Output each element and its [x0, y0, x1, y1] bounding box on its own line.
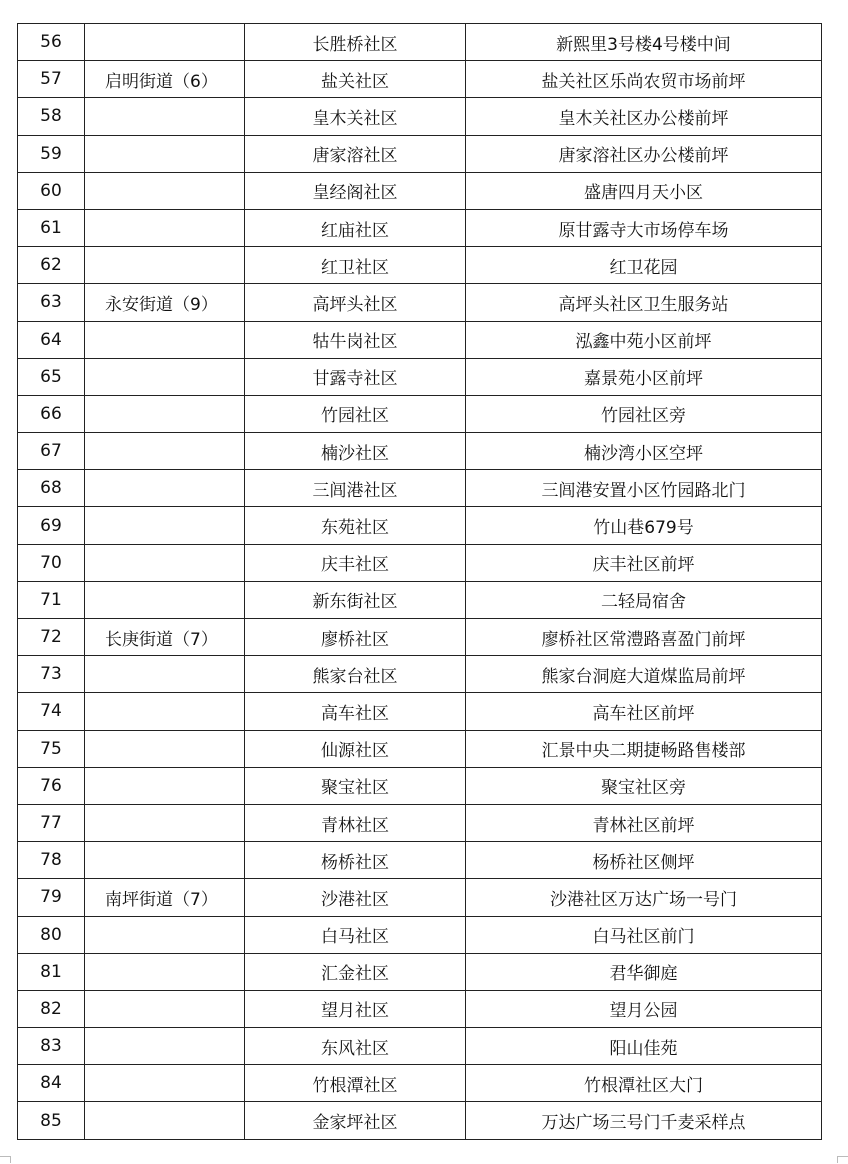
sampling-site-cell: 高坪头社区卫生服务站 — [466, 284, 822, 321]
street-cell — [85, 916, 245, 953]
sampling-site-cell: 杨桥社区侧坪 — [466, 842, 822, 879]
row-number-cell: 83 — [18, 1028, 85, 1065]
table-row — [18, 693, 822, 730]
sampling-site-cell: 盐关社区乐尚农贸市场前坪 — [466, 61, 822, 98]
street-cell — [85, 804, 245, 841]
street-cell — [85, 247, 245, 284]
sampling-site-cell: 盛唐四月天小区 — [466, 172, 822, 209]
table-row — [18, 544, 822, 581]
street-cell — [85, 1102, 245, 1139]
table-row — [18, 916, 822, 953]
community-cell: 廖桥社区 — [245, 619, 466, 656]
street-cell — [85, 1028, 245, 1065]
community-cell: 皇经阁社区 — [245, 172, 466, 209]
sampling-site-cell: 汇景中央二期捷畅路售楼部 — [466, 730, 822, 767]
community-cell: 高坪头社区 — [245, 284, 466, 321]
sampling-site-cell: 阳山佳苑 — [466, 1028, 822, 1065]
row-number-cell: 77 — [18, 804, 85, 841]
row-number-cell: 81 — [18, 953, 85, 990]
sampling-site-cell: 原甘露寺大市场停车场 — [466, 209, 822, 246]
street-cell — [85, 172, 245, 209]
row-number-cell: 72 — [18, 619, 85, 656]
row-number-cell: 56 — [18, 24, 85, 61]
row-number-cell: 80 — [18, 916, 85, 953]
table-row — [18, 321, 822, 358]
table-row — [18, 507, 822, 544]
table-row — [18, 953, 822, 990]
sampling-site-cell: 万达广场三号门千麦采样点 — [466, 1102, 822, 1139]
street-cell: 永安街道（9） — [85, 284, 245, 321]
table-row — [18, 209, 822, 246]
street-cell — [85, 321, 245, 358]
row-number-cell: 85 — [18, 1102, 85, 1139]
table-row — [18, 358, 822, 395]
table-row — [18, 24, 822, 61]
table-row — [18, 433, 822, 470]
sampling-site-cell: 二轻局宿舍 — [466, 581, 822, 618]
row-number-cell: 76 — [18, 767, 85, 804]
row-number-cell: 70 — [18, 544, 85, 581]
community-cell: 金家坪社区 — [245, 1102, 466, 1139]
community-cell: 聚宝社区 — [245, 767, 466, 804]
street-cell — [85, 693, 245, 730]
row-number-cell: 58 — [18, 98, 85, 135]
community-cell: 甘露寺社区 — [245, 358, 466, 395]
sampling-site-cell: 皇木关社区办公楼前坪 — [466, 98, 822, 135]
community-cell: 望月社区 — [245, 990, 466, 1027]
sampling-site-cell: 高车社区前坪 — [466, 693, 822, 730]
row-number-cell: 61 — [18, 209, 85, 246]
sampling-site-cell: 君华御庭 — [466, 953, 822, 990]
community-cell: 东苑社区 — [245, 507, 466, 544]
table-row — [18, 61, 822, 98]
street-cell: 南坪街道（7） — [85, 879, 245, 916]
community-cell: 仙源社区 — [245, 730, 466, 767]
street-cell — [85, 507, 245, 544]
table-row — [18, 98, 822, 135]
sampling-site-cell: 嘉景苑小区前坪 — [466, 358, 822, 395]
community-cell: 长胜桥社区 — [245, 24, 466, 61]
sampling-site-cell: 熊家台洞庭大道煤监局前坪 — [466, 656, 822, 693]
sampling-site-cell: 白马社区前门 — [466, 916, 822, 953]
table-body — [18, 24, 822, 1140]
street-cell — [85, 581, 245, 618]
community-cell: 庆丰社区 — [245, 544, 466, 581]
sampling-site-cell: 竹山巷679号 — [466, 507, 822, 544]
row-number-cell: 71 — [18, 581, 85, 618]
table-row — [18, 804, 822, 841]
street-cell — [85, 767, 245, 804]
row-number-cell: 75 — [18, 730, 85, 767]
street-cell — [85, 135, 245, 172]
row-number-cell: 82 — [18, 990, 85, 1027]
sampling-site-table — [17, 23, 822, 1140]
table-row — [18, 172, 822, 209]
community-cell: 沙港社区 — [245, 879, 466, 916]
sampling-site-cell: 庆丰社区前坪 — [466, 544, 822, 581]
community-cell: 牯牛岗社区 — [245, 321, 466, 358]
street-cell — [85, 990, 245, 1027]
row-number-cell: 69 — [18, 507, 85, 544]
sampling-site-cell: 楠沙湾小区空坪 — [466, 433, 822, 470]
table-row — [18, 619, 822, 656]
table-row — [18, 1028, 822, 1065]
table-row — [18, 470, 822, 507]
row-number-cell: 79 — [18, 879, 85, 916]
row-number-cell: 73 — [18, 656, 85, 693]
sampling-site-cell: 廖桥社区常澧路喜盈门前坪 — [466, 619, 822, 656]
row-number-cell: 78 — [18, 842, 85, 879]
row-number-cell: 63 — [18, 284, 85, 321]
sampling-site-cell: 红卫花园 — [466, 247, 822, 284]
table-row — [18, 1102, 822, 1139]
row-number-cell: 74 — [18, 693, 85, 730]
sampling-site-cell: 竹园社区旁 — [466, 395, 822, 432]
row-number-cell: 62 — [18, 247, 85, 284]
table-row — [18, 730, 822, 767]
sampling-site-cell: 望月公园 — [466, 990, 822, 1027]
street-cell — [85, 98, 245, 135]
row-number-cell: 84 — [18, 1065, 85, 1102]
community-cell: 皇木关社区 — [245, 98, 466, 135]
community-cell: 熊家台社区 — [245, 656, 466, 693]
row-number-cell: 57 — [18, 61, 85, 98]
community-cell: 白马社区 — [245, 916, 466, 953]
street-cell — [85, 544, 245, 581]
street-cell — [85, 1065, 245, 1102]
table-row — [18, 879, 822, 916]
community-cell: 楠沙社区 — [245, 433, 466, 470]
table-row — [18, 1065, 822, 1102]
street-cell — [85, 470, 245, 507]
community-cell: 唐家溶社区 — [245, 135, 466, 172]
row-number-cell: 64 — [18, 321, 85, 358]
row-number-cell: 60 — [18, 172, 85, 209]
street-cell — [85, 953, 245, 990]
sampling-site-cell: 三闾港安置小区竹园路北门 — [466, 470, 822, 507]
community-cell: 红卫社区 — [245, 247, 466, 284]
community-cell: 东风社区 — [245, 1028, 466, 1065]
row-number-cell: 59 — [18, 135, 85, 172]
street-cell — [85, 395, 245, 432]
table-row — [18, 581, 822, 618]
street-cell: 长庚街道（7） — [85, 619, 245, 656]
sampling-site-cell: 青林社区前坪 — [466, 804, 822, 841]
community-cell: 盐关社区 — [245, 61, 466, 98]
community-cell: 三闾港社区 — [245, 470, 466, 507]
street-cell — [85, 730, 245, 767]
street-cell: 启明街道（6） — [85, 61, 245, 98]
sampling-site-cell: 唐家溶社区办公楼前坪 — [466, 135, 822, 172]
community-cell: 红庙社区 — [245, 209, 466, 246]
street-cell — [85, 842, 245, 879]
community-cell: 高车社区 — [245, 693, 466, 730]
row-number-cell: 65 — [18, 358, 85, 395]
table-row — [18, 767, 822, 804]
sampling-site-cell: 聚宝社区旁 — [466, 767, 822, 804]
street-cell — [85, 656, 245, 693]
community-cell: 竹园社区 — [245, 395, 466, 432]
table-row — [18, 135, 822, 172]
sampling-site-table-page — [17, 23, 821, 1140]
table-row — [18, 284, 822, 321]
community-cell: 杨桥社区 — [245, 842, 466, 879]
sampling-site-cell: 竹根潭社区大门 — [466, 1065, 822, 1102]
table-row — [18, 990, 822, 1027]
table-row — [18, 842, 822, 879]
sampling-site-cell: 新熙里3号楼4号楼中间 — [466, 24, 822, 61]
row-number-cell: 67 — [18, 433, 85, 470]
table-row — [18, 395, 822, 432]
sampling-site-cell: 沙港社区万达广场一号门 — [466, 879, 822, 916]
street-cell — [85, 209, 245, 246]
crop-mark-left — [0, 1156, 11, 1163]
community-cell: 竹根潭社区 — [245, 1065, 466, 1102]
street-cell — [85, 433, 245, 470]
crop-mark-right — [837, 1156, 848, 1163]
row-number-cell: 66 — [18, 395, 85, 432]
community-cell: 新东街社区 — [245, 581, 466, 618]
community-cell: 汇金社区 — [245, 953, 466, 990]
street-cell — [85, 24, 245, 61]
community-cell: 青林社区 — [245, 804, 466, 841]
table-row — [18, 656, 822, 693]
street-cell — [85, 358, 245, 395]
table-row — [18, 247, 822, 284]
row-number-cell: 68 — [18, 470, 85, 507]
sampling-site-cell: 泓鑫中苑小区前坪 — [466, 321, 822, 358]
